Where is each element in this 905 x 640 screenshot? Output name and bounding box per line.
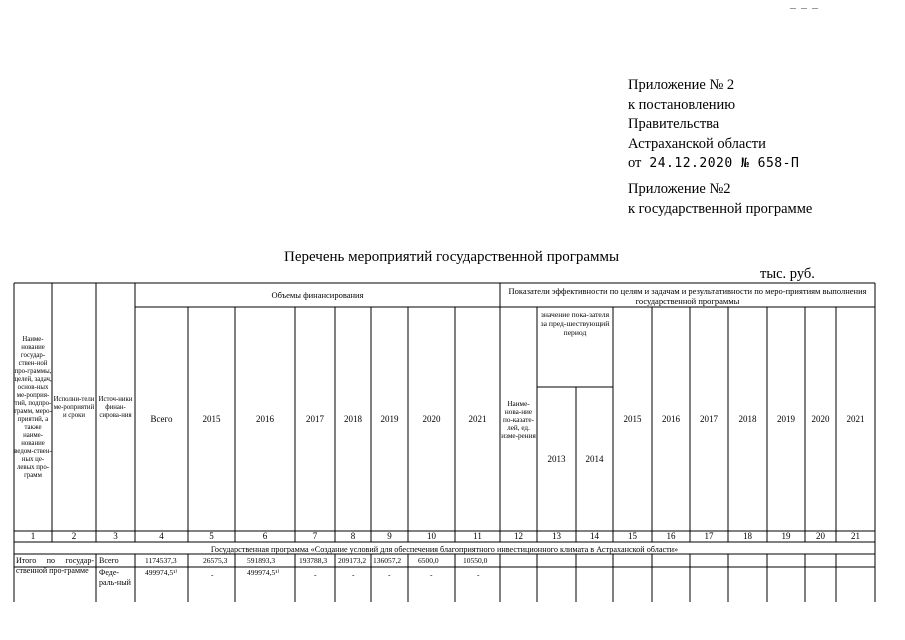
header-fin-year: 2020 xyxy=(422,414,441,424)
program-title-row: Государственная программа «Создание условий для обеспечения благоприятного инвестиционного климата в Астраханской области» xyxy=(210,545,679,554)
header-ind-year: 2018 xyxy=(738,414,757,424)
table-cell-value: 136057,2 xyxy=(373,556,402,565)
annex-line: Астраханской области xyxy=(628,135,766,152)
row-name-total-program: Итого по государ-ственной про-грамме xyxy=(16,556,94,575)
header-col1-name: Наиме-нование государ-ствен-ной про-граммы, целей, задач, основ-ных ме-роприя-тий, подпро-грамм, меро-приятий, а также наиме-нование ведом-ствен-ных це-левых про-грамм xyxy=(14,335,52,479)
table-cell-value: - xyxy=(352,570,355,579)
col-number: 3 xyxy=(113,531,118,541)
table-cell-value: 6500,0 xyxy=(418,556,439,565)
header-fin-year: 2017 xyxy=(306,414,324,424)
col-number: 14 xyxy=(590,531,599,541)
header-financing: Объемы финансирования xyxy=(271,290,364,300)
table-cell-value: - xyxy=(314,570,317,579)
header-ind-year: 2017 xyxy=(700,414,718,424)
header-ind-year: 2015 xyxy=(623,414,642,424)
table-cell-value: 209173,2 xyxy=(338,556,367,565)
table-cell-value: - xyxy=(211,570,214,579)
table-cell-value: - xyxy=(477,570,480,579)
header-prev-year: 2013 xyxy=(547,454,566,464)
header-indicators: Показатели эффективности по целям и задачам и результативности по меро-приятиям выполнения государственной программы xyxy=(508,285,867,306)
units-label: тыс. руб. xyxy=(760,266,815,282)
table-cell-value: 10550,0 xyxy=(463,556,488,565)
col-number: 20 xyxy=(816,531,825,541)
annex-line: Правительства xyxy=(628,116,720,132)
header-indicator-name: Наиме-нова-ние по-казате-лей, ед. изме-рения xyxy=(501,399,536,440)
col-number: 9 xyxy=(387,531,392,541)
col-number: 11 xyxy=(473,531,482,541)
col-number: 4 xyxy=(159,531,164,541)
col-number: 15 xyxy=(628,531,637,541)
annex-line: к постановлению xyxy=(628,96,736,113)
col-number: 19 xyxy=(781,531,791,541)
header-fin-total: Всего xyxy=(150,414,173,424)
col-number: 1 xyxy=(30,531,36,541)
header-fin-year: 2016 xyxy=(256,414,274,424)
table-cell-value: 1174537,3 xyxy=(145,556,177,565)
table-cell-value: - xyxy=(430,570,433,579)
table-cell-value: 193788,3 xyxy=(299,556,328,565)
col-number: 12 xyxy=(514,531,523,541)
header-col2-executors: Исполни-тели ме-роприятий и сроки xyxy=(53,395,95,419)
col-number: 13 xyxy=(552,531,561,541)
col-number: 16 xyxy=(666,531,676,541)
col-number: 8 xyxy=(350,531,356,541)
col-number: 2 xyxy=(71,531,77,541)
header-fin-year: 2018 xyxy=(344,414,362,424)
annex-date-number: 24.12.2020 № 658-П xyxy=(649,156,800,171)
col-number: 5 xyxy=(209,531,214,541)
annex-date-line xyxy=(628,154,799,174)
col-number: 6 xyxy=(262,531,268,541)
table-cell-value: - xyxy=(388,570,391,579)
col-number: 18 xyxy=(743,531,752,541)
header-prev-period: значение пока-зателя за пред-шествующий период xyxy=(540,310,610,337)
header-fin-year: 2019 xyxy=(380,414,399,424)
col-number: 7 xyxy=(312,531,318,541)
annex2-line: к государственной программе xyxy=(628,200,813,217)
header-ind-year: 2020 xyxy=(811,414,830,424)
header-ind-year: 2021 xyxy=(846,414,865,424)
annex2-block xyxy=(628,180,812,219)
col-number: 17 xyxy=(704,531,714,541)
header-ind-year: 2016 xyxy=(662,414,680,424)
table-cell-value: 591893,3 xyxy=(247,556,276,565)
table-cell-value: 499974,5¹⁾ xyxy=(247,568,280,577)
col-number: 10 xyxy=(427,531,436,541)
annex-date-prefix: от xyxy=(628,155,642,171)
annex2-line: Приложение №2 xyxy=(628,181,731,197)
row-source-federal: Феде-раль-ный xyxy=(99,568,131,587)
annex-line: Приложение № 2 xyxy=(628,77,735,93)
col-number: 21 xyxy=(851,531,860,541)
document-title: Перечень мероприятий государственной программы xyxy=(284,249,620,265)
table-cell-value: 499974,5¹⁾ xyxy=(145,568,178,577)
header-col3-sources: Источ-ники финан-сирова-ния xyxy=(98,395,133,419)
page-corner-marks: – – – xyxy=(790,0,819,14)
header-fin-year: 2015 xyxy=(202,414,221,424)
header-ind-year: 2019 xyxy=(777,414,795,424)
annex-block xyxy=(628,76,799,174)
header-fin-year: 2021 xyxy=(468,414,487,424)
row-source-total: Всего xyxy=(99,556,119,565)
header-prev-year: 2014 xyxy=(585,454,604,464)
table-cell-value: 26575,3 xyxy=(203,556,228,565)
